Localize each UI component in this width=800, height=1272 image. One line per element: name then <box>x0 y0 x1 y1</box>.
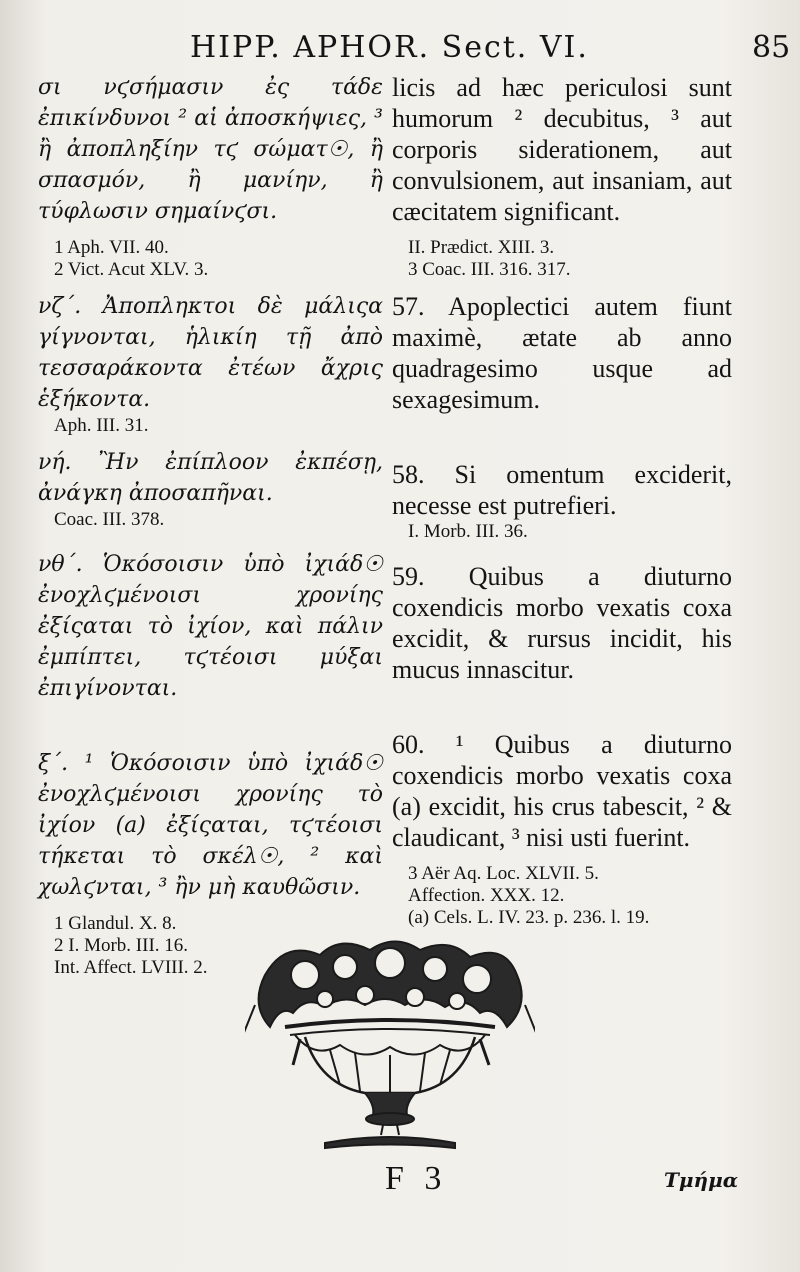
greek-aphorism-60: ξ΄. ¹ Ὁκόσοισιν ὑπὸ ἰχιάδ☉ ἐνοχλϛμένοισι χρονίης τὸ ἰχίον (a) ἐξίςαται, τϛτέοισι τήκεται τὸ σκέλ☉, ² καὶ χωλϛνται, ³ ἢν μὴ καυθῶσιν. <box>38 751 383 900</box>
latin-column <box>392 72 732 929</box>
reference-line: Int. Affect. LVIII. 2. <box>54 957 208 978</box>
greek-aphorism-57: νζ΄. Ἀποπληκτοι δὲ μάλιςα γίγνονται, ἡλικίη τῇ ἀπὸ τεσσαράκοντα ἐτέων ἄχρις ἑξήκοντα. <box>38 294 383 412</box>
running-header <box>0 28 800 68</box>
greek-aphorism-56-continued: σι νϛσήμασιν ἐς τάδε ἐπικίνδυνοι ² αἱ ἀποσκήψιες, ³ ἢ ἀποπληξίην τϛ σώματ☉, ἢ σπασμόν, ἢ μανίην, ἢ τύφλωσιν σημαίνϛσι. <box>38 75 383 224</box>
signature-mark: F 3 <box>385 1160 448 1197</box>
latin-aphorism-59: 59. Quibus a diuturno coxendicis morbo vexatis coxa excidit, & rursus incidit, his mucus innascitur. <box>392 562 732 684</box>
reference-line: 1 Glandul. X. 8. <box>54 913 177 934</box>
reference-line: (a) Cels. L. IV. 23. p. 236. l. 19. <box>408 907 650 928</box>
reference-line: II. Prædict. XIII. 3. <box>408 237 555 258</box>
reference-line: 3 Coac. III. 316. 317. <box>408 259 571 280</box>
reference-line: Affection. XXX. 12. <box>408 885 565 906</box>
latin-aphorism-56-continued: licis ad hæc periculosi sunt humorum ² decubitus, ³ aut corporis siderationem, aut convulsionem, aut insaniam, aut cæcitatem significant. <box>392 73 732 226</box>
page-number: 85 <box>752 30 791 65</box>
running-title: HIPP. APHOR. Sect. VI. <box>190 30 589 65</box>
reference-line: Coac. III. 378. <box>54 509 165 530</box>
greek-aphorism-58: νή. Ἢν ἐπίπλοον ἐκπέσῃ, ἀνάγκη ἀποσαπῆναι. <box>38 450 383 506</box>
greek-column <box>38 72 383 979</box>
reference-line: Aph. III. 31. <box>54 415 149 436</box>
reference-line: 3 Aër Aq. Loc. XLVII. 5. <box>408 863 599 884</box>
reference-line: 1 Aph. VII. 40. <box>54 237 169 258</box>
catchword: Τμήμα <box>664 1168 739 1192</box>
reference-line: I. Morb. III. 36. <box>408 521 528 542</box>
flower-basket-ornament <box>245 935 535 1155</box>
reference-line: 2 I. Morb. III. 16. <box>54 935 189 956</box>
greek-aphorism-59: νθ΄. Ὁκόσοισιν ὑπὸ ἰχιάδ☉ ἐνοχλϛμένοισι χρονίης ἐξίςαται τὸ ἰχίον, καὶ πάλιν ἐμπίπτει, τϛτέοισι μύξαι ἐπιγίνονται. <box>38 552 383 701</box>
latin-aphorism-58: 58. Si omentum exciderit, necesse est putrefieri. <box>392 460 732 520</box>
latin-aphorism-60: 60. ¹ Quibus a diuturno coxendicis morbo vexatis coxa (a) excidit, his crus tabescit, ² & claudicant, ³ nisi usti fuerint. <box>392 730 732 852</box>
reference-line: 2 Vict. Acut XLV. 3. <box>54 259 209 280</box>
latin-aphorism-57: 57. Apoplectici autem fiunt maximè, ætate ab anno quadragesimo usque ad sexagesimum. <box>392 292 732 414</box>
